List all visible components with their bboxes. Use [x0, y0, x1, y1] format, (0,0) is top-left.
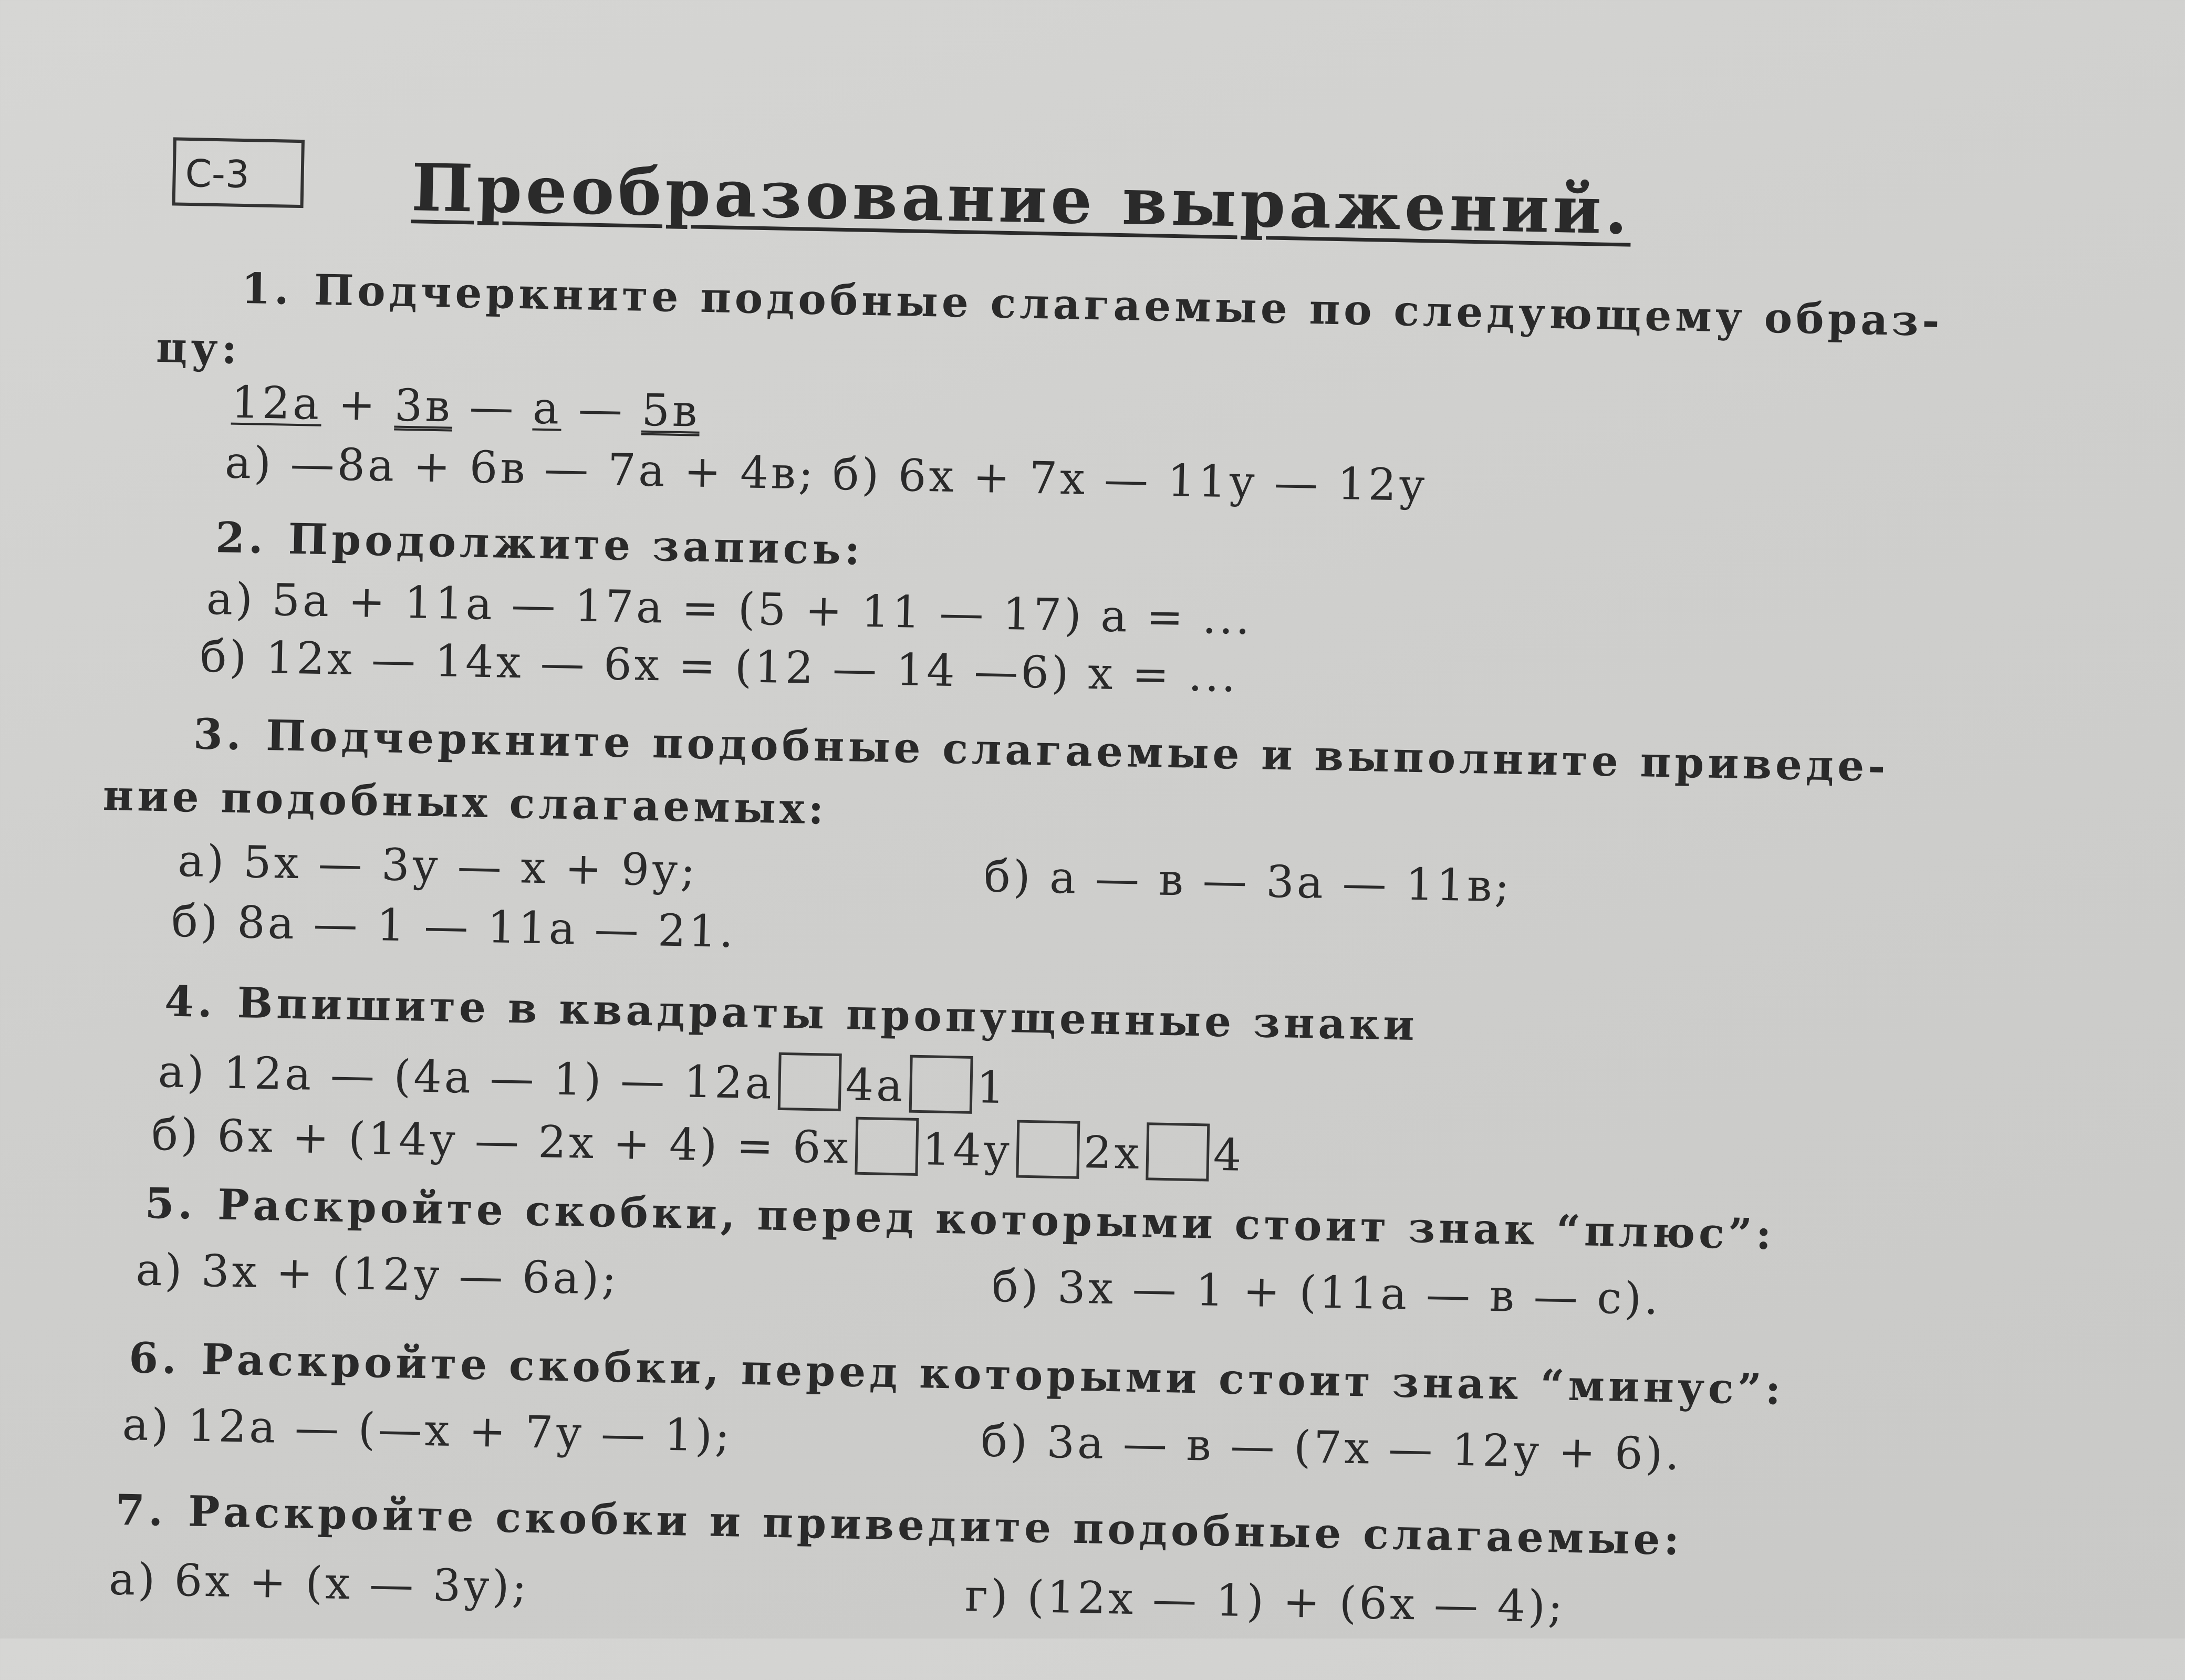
- example-term: 3в: [394, 379, 453, 432]
- task-6-number: 6.: [128, 1333, 181, 1384]
- task-7-part-g: г) (12х — 1) + (6х — 4);: [964, 1569, 1566, 1633]
- task-3-part-b2: б) 8а — 1 — 11а — 21.: [171, 895, 736, 958]
- answer-box[interactable]: [1016, 1120, 1080, 1179]
- task-4-b-term: 2х: [1083, 1126, 1142, 1180]
- task-3-text: Подчеркните подобные слагаемые и выполните приведе-: [265, 710, 1890, 791]
- task-1-text: Подчеркните подобные слагаемые по следующему образ-: [313, 265, 1944, 346]
- task-1-instruction: [241, 263, 1944, 346]
- task-7-instruction: [115, 1485, 1683, 1565]
- task-5-part-b: б) 3х — 1 + (11а — в — с).: [991, 1260, 1661, 1325]
- task-2-part-a: а) 5а + 11а — 17а = (5 + 11 — 17) а = ...: [206, 572, 1253, 644]
- example-op: —: [452, 380, 534, 434]
- task-1-text-cont: цу:: [155, 322, 242, 373]
- section-badge: С-3: [172, 137, 305, 208]
- task-6-instruction: [128, 1333, 1785, 1414]
- task-4-a-term: 4а: [845, 1059, 906, 1112]
- task-4-a-expr: а) 12а — (4а — 1) — 12а: [157, 1046, 775, 1109]
- task-4-part-a: [158, 1040, 1008, 1114]
- task-3-text-cont: ние подобных слагаемых:: [102, 770, 828, 834]
- answer-box[interactable]: [778, 1052, 842, 1111]
- task-6-part-b: б) 3а — в — (7х — 12у + 6).: [980, 1415, 1683, 1480]
- example-term: 12а: [231, 376, 322, 430]
- task-4-text: Впишите в квадраты пропущенные знаки: [236, 978, 1419, 1050]
- answer-box[interactable]: [855, 1117, 919, 1176]
- task-3-instruction: [193, 709, 1890, 791]
- task-4-instruction: [164, 976, 1419, 1050]
- task-2-number: 2.: [215, 513, 267, 563]
- task-4-b-expr: б) 6х + (14у — 2х + 4) = 6х: [151, 1108, 851, 1174]
- task-3-part-a: а) 5х — 3у — х + 9у;: [177, 834, 699, 896]
- task-2-instruction: [215, 513, 865, 575]
- example-term: 5в: [641, 384, 701, 437]
- task-1-exercise: а) —8а + 6в — 7а + 4в; б) 6х + 7х — 11у — 12у: [224, 436, 1428, 512]
- task-1-number: 1.: [241, 263, 293, 314]
- task-5-instruction: [144, 1178, 1776, 1259]
- task-5-text: Раскройте скобки, перед которыми стоит знак “плюс”:: [217, 1180, 1776, 1259]
- example-term: а: [532, 382, 563, 434]
- task-6-text: Раскройте скобки, перед которыми стоит знак “минус”:: [201, 1334, 1785, 1414]
- task-4-part-b: [151, 1103, 1245, 1182]
- answer-box[interactable]: [1146, 1122, 1210, 1181]
- task-2-part-b: б) 12х — 14х — 6х = (12 — 14 —6) х = ...: [200, 630, 1239, 702]
- task-3-number: 3.: [193, 709, 245, 760]
- task-5-number: 5.: [144, 1178, 197, 1229]
- task-3-part-b1: б) а — в — 3а — 11в;: [983, 850, 1513, 912]
- task-4-b-term: 14у: [921, 1123, 1013, 1177]
- task-7-number: 7.: [115, 1485, 168, 1536]
- task-4-a-term: 1: [976, 1061, 1008, 1114]
- task-4-b-term: 4: [1212, 1129, 1245, 1181]
- task-5-part-a: а) 3х + (12у — 6а);: [135, 1244, 620, 1305]
- task-7-text: Раскройте скобки и приведите подобные слагаемые:: [188, 1486, 1683, 1565]
- task-4-number: 4.: [164, 976, 216, 1027]
- example-op: —: [561, 382, 642, 436]
- task-7-part-a: а) 6х + (х — 3у);: [108, 1553, 530, 1613]
- task-1-example: [231, 376, 701, 437]
- page-title: Преобразование выражений.: [410, 150, 1632, 249]
- answer-box[interactable]: [909, 1055, 973, 1114]
- example-op: +: [321, 378, 396, 431]
- task-2-text: Продолжите запись:: [287, 514, 865, 575]
- task-6-part-a: а) 12а — (—х + 7у — 1);: [122, 1398, 733, 1462]
